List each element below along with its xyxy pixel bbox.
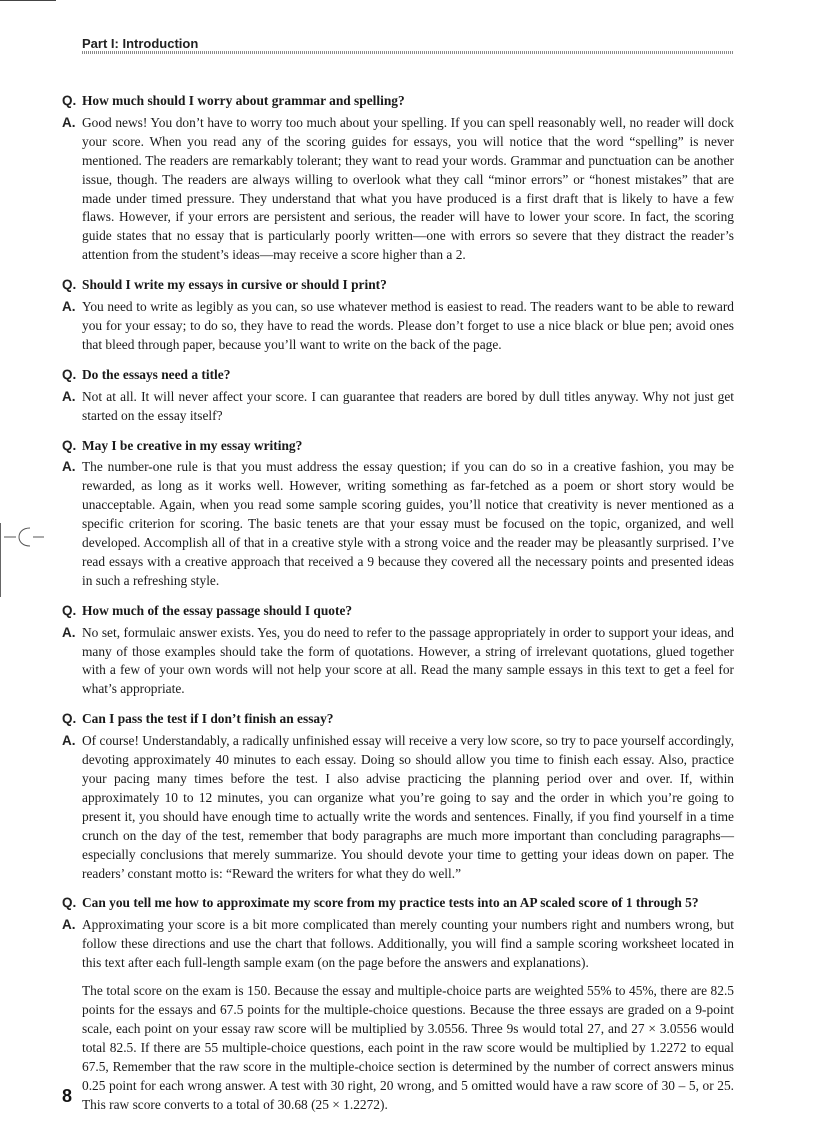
answer-paragraph: The total score on the exam is 150. Because the essay and multiple-choice parts are weighted 55% to 45%, there are 82.5 points for the essays and 67.5 points for the multiple-choice questions. Because the three essays are graded on a 9-point scale, each point on your essay raw score will be multiplied by 3.0556. Three 9s would total 27, and 27 × 3.0556 would total 82.5. If there are 55 multiple-choice questions, each point in the raw score would be multiplied by 1.2272 to equal 67.5, Remember that the raw score in the multiple-choice section is determined by the number of correct answers minus 0.25 point for each wrong answer. A test with 30 right, 20 wrong, and 5 omitted would have a raw score of 30 – 5, or 25. This raw score converts to a total of 30.68 (25 × 1.2272). — [82, 983, 734, 1112]
question-text: Do the essays need a title? — [82, 366, 231, 382]
answer-paragraph: Of course! Understandably, a radically unfinished essay will receive a very low score, so try to pace yourself accordingly, devoting approximately 40 minutes to each essay. Doing so should allow you time to finish each essay. Also, practice your pacing many times before the test. I also advise practicing the planning period over and over. If, within approximately 10 to 12 minutes, you can organize what you’re going to say and the order in which you’re going to present it, you should have enough time to actually write the words and sentences. Finally, if you find yourself in a time crunch on the day of the test, remember that body paragraphs are much more important than concluding paragraphs—especially conclusions that merely summarize. You should devote your time to getting your ideas down on paper. The readers’ constant motto is: “Reward the writers for what they do well.” — [82, 733, 734, 881]
answer-paragraph: No set, formulaic answer exists. Yes, you do need to refer to the passage appropriately in order to support your ideas, and many of those examples should take the form of quotations. However, a string of irrelevant quotations, glued together with a few of your own words will not help your score at all. Read the many sample essays in this text to get a feel for what’s appropriate. — [82, 624, 734, 697]
question-marker: Q. — [62, 93, 77, 108]
question-row — [62, 366, 734, 385]
answer-marker: A. — [62, 733, 76, 749]
question-row — [62, 437, 734, 456]
qa-item — [62, 894, 734, 1114]
qa-item — [62, 92, 734, 265]
question-marker: Q. — [62, 895, 77, 911]
answer-marker: A. — [62, 114, 76, 130]
question-text: May I be creative in my essay writing? — [82, 437, 303, 453]
answer-row — [62, 458, 734, 590]
running-header — [82, 36, 734, 54]
question-marker: Q. — [62, 366, 77, 382]
crop-mark — [0, 0, 56, 1]
question-text: Can I pass the test if I don’t finish an essay? — [82, 711, 334, 727]
qa-item — [62, 276, 734, 355]
header-rule — [82, 51, 734, 54]
qa-item — [62, 602, 734, 700]
answer-paragraph: Good news! You don’t have to worry too much about your spelling. If you can spell reasonably well, no reader will dock your score. When you read any of the scoring guides for essays, you will notice that the word “spelling” is never mentioned. The readers are remarkably tolerant; they want to read your words. Grammar and punctuation can be another issue, though. The readers are always willing to overlook what they call “minor errors” or “honest mistakes” that are made under timed pressure. They understand that what you have produced is a first draft that is likely to have a few flaws. However, if your errors are persistent and serious, the reader will have to lower your score. In fact, the scoring guide states that no essay that is particularly poorly written—one with errors so severe that they distract the reader’s attention from the student’s ideas—may receive a score higher than a 2. — [82, 114, 734, 263]
question-marker: Q. — [62, 711, 77, 727]
qa-item — [62, 437, 734, 591]
answer-marker: A. — [62, 388, 76, 404]
answer-row — [62, 388, 734, 426]
answer-row — [62, 624, 734, 700]
question-row — [62, 710, 734, 729]
answer-paragraph: You need to write as legibly as you can, so use whatever method is easiest to read. The readers want to be able to reward you for your essay; to do so, they have to read the words. Please don’t forget to use a nice black or blue pen; avoid ones that bleed through paper, because you’ll want to write on the back of the page. — [82, 299, 734, 352]
section-title: Part I: Introduction — [82, 36, 199, 51]
qa-list — [62, 92, 734, 1125]
page-number: 8 — [62, 1086, 73, 1106]
question-text: Should I write my essays in cursive or should I print? — [82, 277, 387, 293]
answer-marker: A. — [62, 624, 76, 640]
question-row — [62, 92, 734, 111]
qa-item — [62, 710, 734, 883]
question-row — [62, 894, 734, 913]
answer-row — [62, 114, 734, 265]
answer-paragraph: Not at all. It will never affect your score. I can guarantee that readers are bored by dull titles anyway. Why not just get started on the essay itself? — [82, 388, 734, 423]
question-text: How much of the essay passage should I quote? — [82, 602, 353, 618]
qa-item — [62, 366, 734, 426]
answer-row — [62, 732, 734, 883]
question-row — [62, 602, 734, 621]
question-marker: Q. — [62, 602, 77, 618]
answer-paragraph: The number-one rule is that you must address the essay question; if you can do so in a creative fashion, you may be rewarded, as long as it works well. However, writing something as far-fetched as a poem or short story would be unacceptable. Again, when you read some sample scoring guides, you’ll notice that creativity is never mentioned as a specific criterion for scoring. The basic tenets are that your essay must be focused on the topic, organized, and well developed. Accomplish all of that in a creative style with a strong voice and the reader may be pleasantly surprised. I’ve read essays with a creative approach that received a 9 because they covered all the necessary points and presented ideas in such a refreshing style. — [82, 459, 734, 588]
question-text: How much should I worry about grammar and spelling? — [82, 93, 405, 108]
answer-row — [62, 916, 734, 1114]
answer-paragraph: Approximating your score is a bit more complicated than merely counting your numbers right and numbers wrong, but follow these directions and use the chart that follows. Additionally, you will find a sample scoring worksheet located in this text after each full-length sample exam (on the page before the answers and explanations). — [82, 917, 734, 971]
answer-marker: A. — [62, 917, 76, 933]
answer-marker: A. — [62, 459, 76, 475]
question-row — [62, 276, 734, 295]
question-text: Can you tell me how to approximate my score from my practice tests into an AP scaled score of 1 through 5? — [82, 895, 699, 911]
registration-target-icon — [0, 523, 60, 583]
registration-mark — [0, 523, 60, 583]
question-marker: Q. — [62, 437, 77, 453]
question-marker: Q. — [62, 277, 77, 293]
answer-row — [62, 298, 734, 355]
answer-marker: A. — [62, 299, 76, 315]
